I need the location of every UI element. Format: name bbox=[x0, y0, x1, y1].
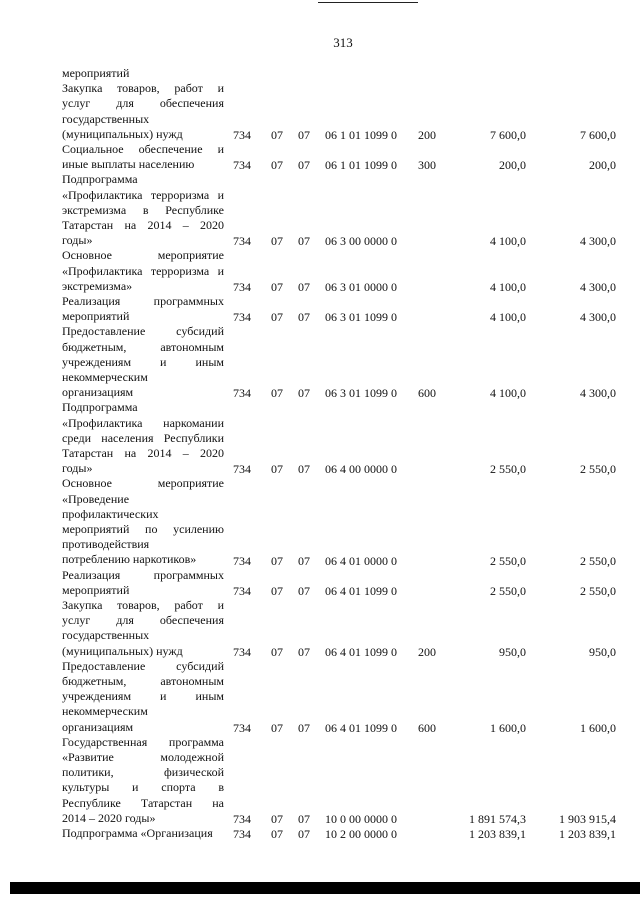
cell-v1: 2 550,0 bbox=[490, 553, 526, 568]
cell-pr: 07 bbox=[298, 462, 310, 477]
description-line: Социальное обеспечение и bbox=[62, 142, 224, 156]
description-line: «Развитие молодежной bbox=[62, 750, 224, 764]
description-line: мероприятий bbox=[62, 66, 130, 80]
description-line: некоммерческим bbox=[62, 704, 148, 719]
row-cells bbox=[0, 310, 640, 324]
description-line: Основное мероприятие bbox=[62, 476, 224, 491]
cell-ved: 734 bbox=[233, 127, 251, 142]
description-line: услуг для обеспечения bbox=[62, 96, 224, 111]
table-row bbox=[0, 81, 640, 142]
description-line: противодействия bbox=[62, 537, 150, 552]
cell-csr: 06 1 01 1099 0 bbox=[325, 127, 397, 142]
table-row bbox=[0, 324, 640, 400]
cell-csr: 06 4 01 1099 0 bbox=[325, 720, 397, 735]
page-number: 313 bbox=[333, 35, 353, 50]
cell-pr: 07 bbox=[298, 158, 310, 173]
cell-v2: 4 300,0 bbox=[580, 279, 616, 294]
cell-csr: 06 4 00 0000 0 bbox=[325, 462, 397, 477]
cell-v2: 2 550,0 bbox=[580, 583, 616, 598]
description-line: Подпрограмма bbox=[62, 172, 138, 187]
cell-rz: 07 bbox=[271, 644, 283, 659]
cell-csr: 06 1 01 1099 0 bbox=[325, 158, 397, 173]
cell-ved: 734 bbox=[233, 310, 251, 325]
cell-rz: 07 bbox=[271, 583, 283, 598]
description-line: потреблению наркотиков» bbox=[62, 552, 197, 567]
row-cells bbox=[0, 386, 640, 400]
cell-v1: 4 100,0 bbox=[490, 310, 526, 325]
table-row bbox=[0, 66, 640, 81]
cell-pr: 07 bbox=[298, 583, 310, 598]
description-line: годы» bbox=[62, 461, 93, 476]
cell-v1: 2 550,0 bbox=[490, 462, 526, 477]
description-line: Закупка товаров, работ и bbox=[62, 598, 224, 612]
description-line: «Профилактика терроризма и bbox=[62, 263, 224, 278]
row-cells bbox=[0, 128, 640, 142]
cell-rz: 07 bbox=[271, 279, 283, 294]
description-line: 2014 – 2020 годы» bbox=[62, 810, 156, 825]
description-line: бюджетным, автономным bbox=[62, 674, 224, 688]
description-line: (муниципальных) нужд bbox=[62, 643, 183, 658]
row-cells bbox=[0, 584, 640, 598]
description-line: Подпрограмма bbox=[62, 400, 138, 415]
cell-rz: 07 bbox=[271, 386, 283, 401]
cell-ved: 734 bbox=[233, 827, 251, 842]
table-row bbox=[0, 248, 640, 294]
cell-v2: 4 300,0 bbox=[580, 386, 616, 401]
row-cells bbox=[0, 158, 640, 172]
row-cells bbox=[0, 645, 640, 659]
description-line: Татарстан на 2014 – 2020 bbox=[62, 218, 224, 232]
cell-csr: 06 3 01 1099 0 bbox=[325, 386, 397, 401]
table-row bbox=[0, 826, 640, 841]
description-line: Предоставление субсидий bbox=[62, 324, 224, 339]
cell-rz: 07 bbox=[271, 234, 283, 249]
table-row bbox=[0, 142, 640, 172]
row-cells bbox=[0, 554, 640, 568]
description-line: мероприятий bbox=[62, 309, 130, 324]
cell-v2: 7 600,0 bbox=[580, 127, 616, 142]
description-line: иные выплаты населению bbox=[62, 157, 195, 172]
cell-rz: 07 bbox=[271, 310, 283, 325]
description-line: среди населения Республики bbox=[62, 430, 224, 445]
row-cells bbox=[0, 462, 640, 476]
cell-pr: 07 bbox=[298, 386, 310, 401]
row-cells bbox=[0, 721, 640, 735]
description-line: услуг для обеспечения bbox=[62, 613, 224, 628]
cell-v1: 1 600,0 bbox=[490, 720, 526, 735]
cell-v2: 950,0 bbox=[589, 644, 616, 659]
description-line: экстремизма» bbox=[62, 278, 133, 293]
description-line: организациям bbox=[62, 719, 134, 734]
cell-v2: 4 300,0 bbox=[580, 310, 616, 325]
description-line: Реализация программных bbox=[62, 294, 224, 308]
description-line: политики, физической bbox=[62, 765, 224, 780]
cell-pr: 07 bbox=[298, 644, 310, 659]
row-cells bbox=[0, 234, 640, 248]
cell-pr: 07 bbox=[298, 553, 310, 568]
description-line: Закупка товаров, работ и bbox=[62, 81, 224, 96]
table-row bbox=[0, 172, 640, 248]
description-line: Татарстан на 2014 – 2020 bbox=[62, 446, 224, 460]
description-line: Реализация программных bbox=[62, 567, 224, 582]
cell-ved: 734 bbox=[233, 553, 251, 568]
cell-v2: 4 300,0 bbox=[580, 234, 616, 249]
cell-rz: 07 bbox=[271, 158, 283, 173]
description-line: мероприятий bbox=[62, 582, 130, 597]
cell-rz: 07 bbox=[271, 811, 283, 826]
cell-ved: 734 bbox=[233, 158, 251, 173]
cell-csr: 06 3 01 1099 0 bbox=[325, 310, 397, 325]
scan-border bbox=[10, 882, 640, 894]
table-row bbox=[0, 735, 640, 826]
cell-pr: 07 bbox=[298, 827, 310, 842]
cell-v1: 1 203 839,1 bbox=[469, 827, 526, 842]
cell-ved: 734 bbox=[233, 234, 251, 249]
description-line: экстремизма в Республике bbox=[62, 202, 224, 217]
table-row bbox=[0, 476, 640, 567]
cell-ved: 734 bbox=[233, 644, 251, 659]
row-description bbox=[62, 66, 224, 81]
cell-v1: 1 891 574,3 bbox=[469, 811, 526, 826]
table-row bbox=[0, 568, 640, 598]
cell-rz: 07 bbox=[271, 827, 283, 842]
cell-v2: 200,0 bbox=[589, 158, 616, 173]
cell-pr: 07 bbox=[298, 811, 310, 826]
cell-ved: 734 bbox=[233, 386, 251, 401]
cell-v1: 950,0 bbox=[499, 644, 526, 659]
cell-pr: 07 bbox=[298, 234, 310, 249]
cell-pr: 07 bbox=[298, 310, 310, 325]
description-line: некоммерческим bbox=[62, 370, 148, 384]
cell-v1: 200,0 bbox=[499, 158, 526, 173]
cell-rz: 07 bbox=[271, 553, 283, 568]
cell-v1: 2 550,0 bbox=[490, 583, 526, 598]
cell-csr: 06 4 01 1099 0 bbox=[325, 644, 397, 659]
cell-ved: 734 bbox=[233, 462, 251, 477]
description-line: Основное мероприятие bbox=[62, 248, 224, 263]
description-line: профилактических bbox=[62, 506, 159, 521]
cell-v2: 2 550,0 bbox=[580, 553, 616, 568]
table-row bbox=[0, 400, 640, 476]
cell-v2: 1 600,0 bbox=[580, 720, 616, 735]
cell-ved: 734 bbox=[233, 279, 251, 294]
description-line: культуры и спорта в bbox=[62, 780, 224, 795]
cell-v1: 7 600,0 bbox=[490, 127, 526, 142]
description-line: «Профилактика наркомании bbox=[62, 415, 224, 430]
description-line: годы» bbox=[62, 233, 93, 248]
cell-v2: 1 903 915,4 bbox=[559, 811, 616, 826]
description-line: Подпрограмма «Организация bbox=[62, 826, 213, 840]
table-row bbox=[0, 659, 640, 735]
description-line: государственных bbox=[62, 111, 150, 126]
description-line: учреждениям и иным bbox=[62, 689, 224, 704]
row-cells bbox=[0, 827, 640, 841]
cell-csr: 06 4 01 0000 0 bbox=[325, 553, 397, 568]
description-line: мероприятий по усилению bbox=[62, 522, 224, 536]
description-line: государственных bbox=[62, 628, 150, 643]
cell-vr: 600 bbox=[418, 386, 436, 401]
description-line: бюджетным, автономным bbox=[62, 339, 224, 354]
description-line: учреждениям и иным bbox=[62, 354, 224, 369]
description-line: (муниципальных) нужд bbox=[62, 126, 183, 141]
cell-vr: 200 bbox=[418, 127, 436, 142]
top-rule bbox=[318, 2, 418, 3]
description-line: Государственная программа bbox=[62, 734, 224, 749]
cell-vr: 600 bbox=[418, 720, 436, 735]
cell-csr: 10 0 00 0000 0 bbox=[325, 811, 397, 826]
cell-pr: 07 bbox=[298, 279, 310, 294]
cell-rz: 07 bbox=[271, 462, 283, 477]
table-row bbox=[0, 598, 640, 659]
cell-ved: 734 bbox=[233, 811, 251, 826]
description-line: «Профилактика терроризма и bbox=[62, 187, 224, 202]
row-cells bbox=[0, 280, 640, 294]
cell-vr: 300 bbox=[418, 158, 436, 173]
cell-vr: 200 bbox=[418, 644, 436, 659]
cell-v2: 2 550,0 bbox=[580, 462, 616, 477]
cell-v1: 4 100,0 bbox=[490, 279, 526, 294]
cell-v1: 4 100,0 bbox=[490, 234, 526, 249]
cell-v2: 1 203 839,1 bbox=[559, 827, 616, 842]
cell-pr: 07 bbox=[298, 720, 310, 735]
description-line: «Проведение bbox=[62, 491, 130, 506]
cell-csr: 06 3 01 0000 0 bbox=[325, 279, 397, 294]
cell-pr: 07 bbox=[298, 127, 310, 142]
description-line: Республике Татарстан на bbox=[62, 795, 224, 810]
description-line: организациям bbox=[62, 385, 134, 400]
cell-v1: 4 100,0 bbox=[490, 386, 526, 401]
cell-rz: 07 bbox=[271, 127, 283, 142]
cell-rz: 07 bbox=[271, 720, 283, 735]
cell-csr: 06 3 00 0000 0 bbox=[325, 234, 397, 249]
row-cells bbox=[0, 812, 640, 826]
cell-ved: 734 bbox=[233, 720, 251, 735]
table-row bbox=[0, 294, 640, 324]
cell-csr: 10 2 00 0000 0 bbox=[325, 827, 397, 842]
description-line: Предоставление субсидий bbox=[62, 658, 224, 673]
cell-csr: 06 4 01 1099 0 bbox=[325, 583, 397, 598]
cell-ved: 734 bbox=[233, 583, 251, 598]
